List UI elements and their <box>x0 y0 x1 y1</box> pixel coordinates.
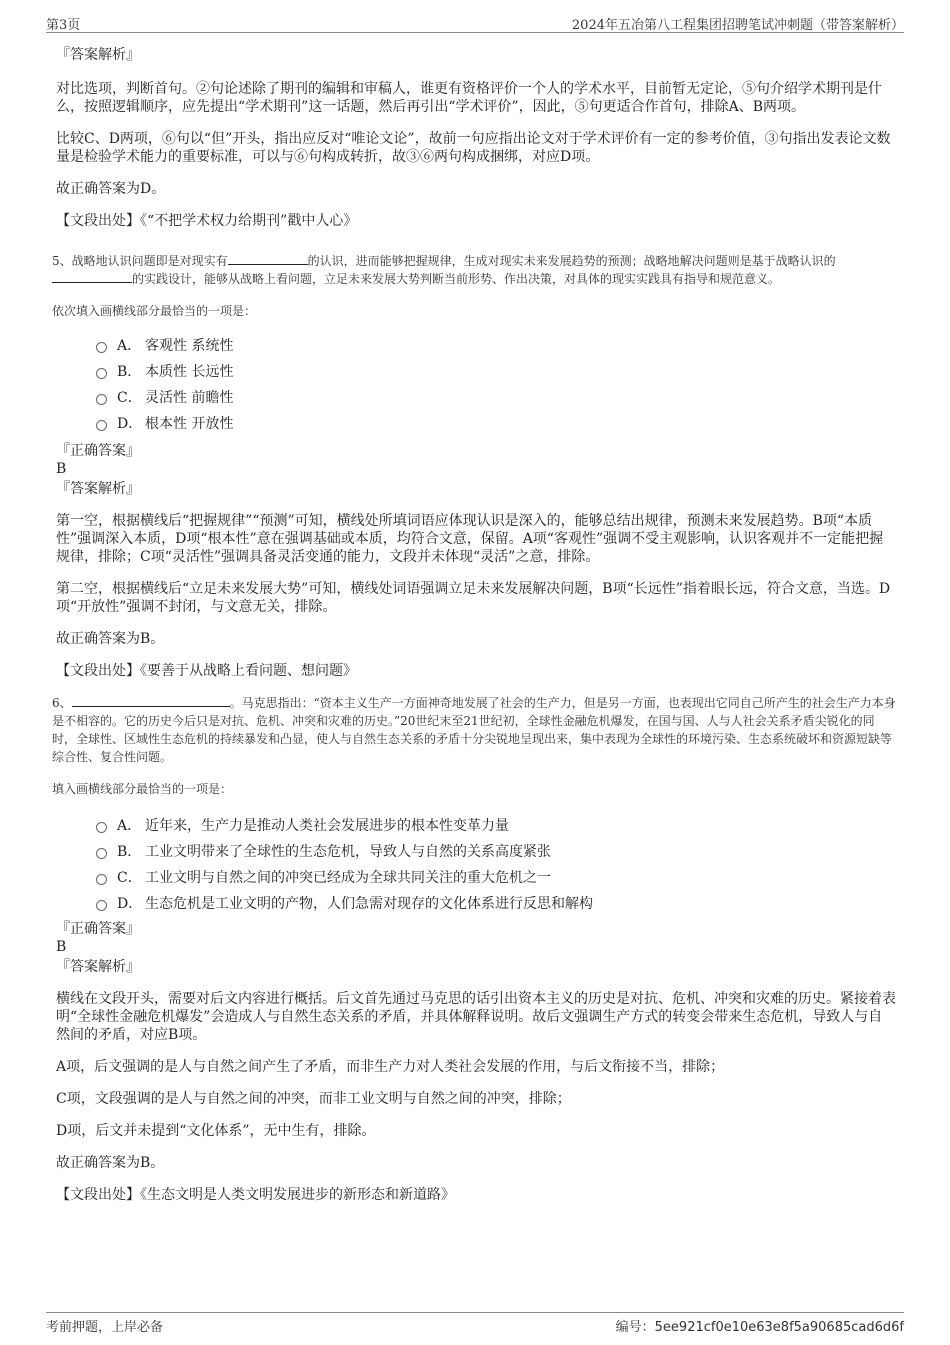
option-letter: B． <box>117 844 142 860</box>
q6-option-a[interactable] <box>96 812 896 838</box>
radio-icon[interactable] <box>96 394 107 405</box>
q5-analysis-label: 『答案解析』 <box>56 481 140 497</box>
option-letter: D． <box>117 416 143 432</box>
option-letter: D． <box>117 896 143 912</box>
q5-option-d[interactable] <box>96 410 896 436</box>
q5-option-b[interactable] <box>96 358 896 384</box>
q6-option-d[interactable] <box>96 890 896 916</box>
q5-blank-2 <box>52 270 132 283</box>
option-text: 工业文明与自然之间的冲突已经成为全球共同关注的重大危机之一 <box>145 870 551 886</box>
document-title: 2024年五冶第八工程集团招聘笔试冲刺题（带答案解析） <box>571 18 904 33</box>
option-text: 客观性 系统性 <box>145 338 234 354</box>
q5-analysis-p1: 第一空，根据横线后“把握规律”“预测”可知，横线处所填词语应体现认识是深入的，能够总结出规律，预测未来发展趋势。B项“本质性”强调深入本质，D项“根本性”意在强调基础或本质，均符合文意，保留。A项“客观性”强调不受主观影响，认识客观并不一定能把握规律，排除；C项“灵活性”强调具备灵活变通的能力，文段并未体现“灵活”之意，排除。 <box>56 513 884 565</box>
q5-prompt: 依次填入画横线部分最恰当的一项是： <box>52 304 257 318</box>
option-text: 本质性 长远性 <box>145 364 234 380</box>
q5-answer-label: 『正确答案』 <box>56 443 140 459</box>
q6-stem-part2: 。马克思指出：“资本主义生产一方面神奇地发展了社会的生产力，但是另一方面，也表现出它同自己所产生的社会生产力本身是不相容的。它的历史今后只是对抗、危机、冲突和灾难的历史。”20世纪末至21世纪初，全球性金融危机爆发，在国与国、人与人社会关系矛盾尖锐化的同时，全球性、区域性生态危机的持续暴发和凸显，使人与自然生态关系的矛盾十分尖锐地呈现出来，集中表现为全球性的环境污染、生态系统破坏和资源短缺等综合性、复合性问题。 <box>52 696 896 764</box>
q5-option-c[interactable] <box>96 384 896 410</box>
option-text: 根本性 开放性 <box>145 416 234 432</box>
option-letter: B． <box>117 364 142 380</box>
q6-analysis-p1: 横线在文段开头，需要对后文内容进行概括。后文首先通过马克思的话引出资本主义的历史是对抗、危机、冲突和灾难的历史。紧接着表明“全球性金融危机爆发”会造成人与自然生态关系的矛盾，并具体解释说明。故后文强调生产方式的转变会带来生态危机，导致人与自然间的矛盾，对应B项。 <box>56 991 896 1043</box>
q6-analysis-p3: C项，文段强调的是人与自然之间的冲突，而非工业文明与自然之间的冲突，排除； <box>56 1091 571 1107</box>
q5-stem-part3: 的实践设计，能够从战略上看问题，立足未来发展大势判断当前形势、作出决策，对具体的现实实践具有指导和规范意义。 <box>132 272 781 286</box>
q5-conclusion: 故正确答案为B。 <box>56 631 165 647</box>
footer-slogan: 考前押题，上岸必备 <box>46 1320 164 1335</box>
radio-icon[interactable] <box>96 342 107 353</box>
radio-icon[interactable] <box>96 368 107 379</box>
radio-icon[interactable] <box>96 900 107 911</box>
radio-icon[interactable] <box>96 848 107 859</box>
q5-analysis-p2: 第二空，根据横线后“立足未来发展大势”可知，横线处词语强调立足未来发展解决问题，B项“长远性”指着眼长远，符合文意，当选。D项“开放性”强调不封闭，与文意无关，排除。 <box>56 581 891 615</box>
q5-source: 【文段出处】《要善于从战略上看问题、想问题》 <box>56 663 357 679</box>
document-code <box>616 1316 904 1335</box>
option-letter: A． <box>117 338 142 354</box>
q6-option-b[interactable] <box>96 838 896 864</box>
code-value: 5ee921cf0e10e63e8f5a90685cad6d6f <box>654 1320 904 1335</box>
page-number: 第3页 <box>46 18 81 33</box>
q5-stem <box>52 252 896 288</box>
q5-options <box>56 332 896 436</box>
radio-icon[interactable] <box>96 874 107 885</box>
q6-analysis-label: 『答案解析』 <box>56 959 140 975</box>
q6-source: 【文段出处】《生态文明是人类文明发展进步的新形态和新道路》 <box>56 1187 455 1203</box>
q4-analysis-p1: 对比选项，判断首句。②句论述除了期刊的编辑和审稿人，谁更有资格评价一个人的学术水平，目前暂无定论，⑤句介绍学术期刊是什么，按照逻辑顺序，应先提出“学术期刊”这一话题，然后再引出“学术评价”，因此，⑤句更适合作首句，排除A、B两项。 <box>56 81 882 115</box>
code-label: 编号： <box>615 1320 655 1335</box>
page-content <box>52 46 896 1204</box>
radio-icon[interactable] <box>96 420 107 431</box>
option-text: 灵活性 前瞻性 <box>145 390 234 406</box>
q6-blank <box>72 694 230 707</box>
q6-stem <box>52 694 896 766</box>
q6-options <box>56 812 896 916</box>
q6-conclusion: 故正确答案为B。 <box>56 1155 165 1171</box>
option-text: 生态危机是工业文明的产物，人们急需对现存的文化体系进行反思和解构 <box>145 896 593 912</box>
q5-stem-part1: 5、战略地认识问题即是对现实有 <box>52 254 228 268</box>
page-header <box>46 12 904 33</box>
option-letter: C． <box>117 390 142 406</box>
radio-icon[interactable] <box>96 822 107 833</box>
q6-analysis-p2: A项，后文强调的是人与自然之间产生了矛盾，而非生产力对人类社会发展的作用，与后文衔接不当，排除； <box>56 1059 725 1075</box>
q6-stem-part1: 6、 <box>52 696 72 710</box>
option-letter: C． <box>117 870 142 886</box>
q6-analysis-p4: D项，后文并未提到“文化体系”，无中生有，排除。 <box>56 1123 376 1139</box>
q4-source: 【文段出处】《“不把学术权力给期刊”戳中人心》 <box>56 213 358 229</box>
page-footer <box>46 1312 904 1335</box>
q4-analysis-p2: 比较C、D两项，⑥句以“但”开头，指出应反对“唯论文论”，故前一句应指出论文对于学术评价有一定的参考价值，③句指出发表论文数量是检验学术能力的重要标准，可以与⑥句构成转折，故③⑥两句构成捆绑，对应D项。 <box>56 131 891 165</box>
option-letter: A． <box>117 818 142 834</box>
q6-answer-label: 『正确答案』 <box>56 921 140 937</box>
option-text: 近年来，生产力是推动人类社会发展进步的根本性变革力量 <box>145 818 509 834</box>
q5-stem-part2: 的认识，进而能够把握规律，生成对现实未来发展趋势的预测；战略地解决问题则是基于战略认识的 <box>307 254 836 268</box>
q4-analysis-label: 『答案解析』 <box>56 47 140 63</box>
q4-conclusion: 故正确答案为D。 <box>56 181 166 197</box>
q6-answer: B <box>56 939 67 955</box>
q5-answer: B <box>56 461 67 477</box>
q6-prompt: 填入画横线部分最恰当的一项是： <box>52 782 233 796</box>
q6-option-c[interactable] <box>96 864 896 890</box>
option-text: 工业文明带来了全球性的生态危机，导致人与自然的关系高度紧张 <box>145 844 551 860</box>
q5-blank-1 <box>228 252 308 265</box>
q5-option-a[interactable] <box>96 332 896 358</box>
